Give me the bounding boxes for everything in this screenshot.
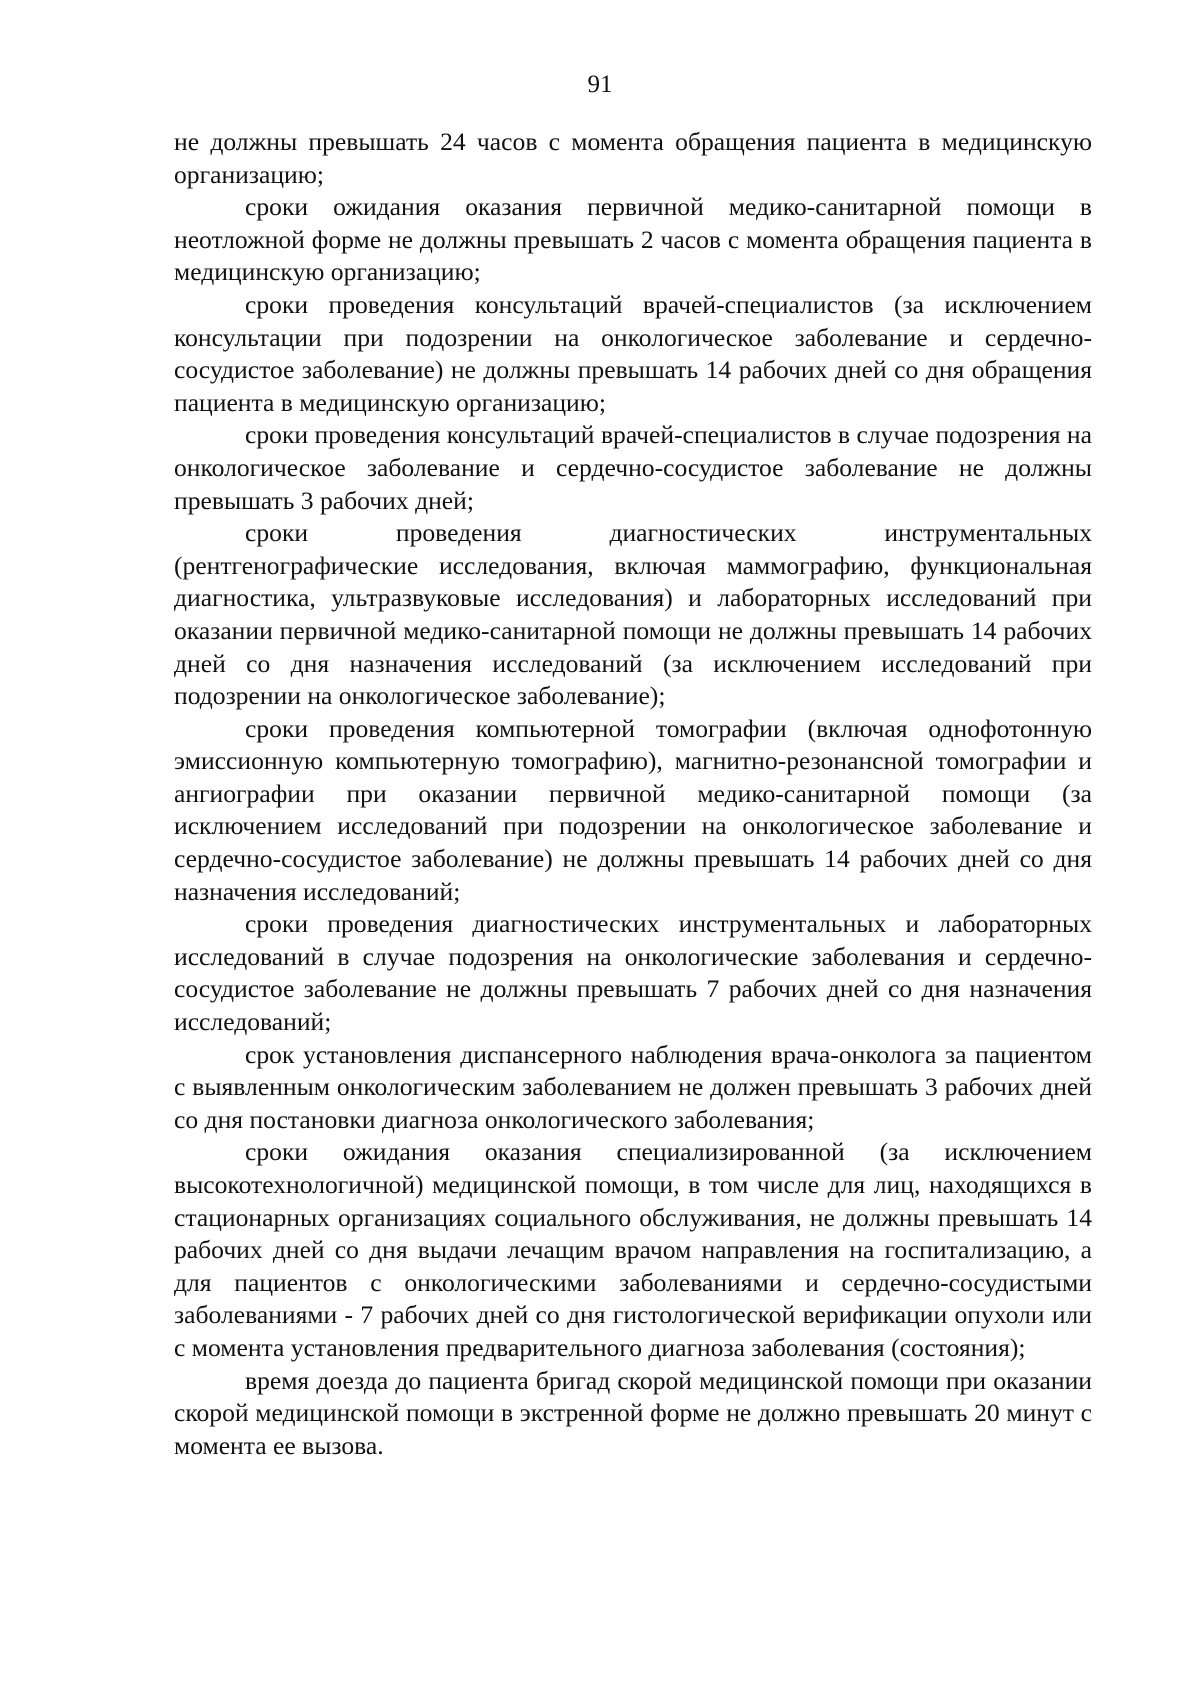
paragraph-continuation: не должны превышать 24 часов с момента обращения пациента в медицинскую организацию; [174,127,1092,189]
paragraph-ambulance-arrival: время доезда до пациента бригад скорой медицинской помощи при оказании скорой медицинской помощи в экстренной форме не должно превышать 20 минут с момента ее вызова. [174,1365,1092,1460]
paragraph-urgent-care-wait: сроки ожидания оказания первичной медико-санитарной помощи в неотложной форме не должны превышать 2 часов с момента обращения пациента в медицинскую организацию; [174,192,1092,287]
paragraph-specialist-consultation: сроки проведения консультаций врачей-специалистов (за исключением консультации при подозрении на онкологическое заболевание и сердечно-сосудистое заболевание) не должны превышать 14 рабочих дней со дня обращения пациента в медицинскую организацию; [174,289,1092,417]
paragraph-tomography: сроки проведения компьютерной томографии (включая однофотонную эмиссионную компьютерную томографию), магнитно-резонансной томографии и ангиографии при оказании первичной медико-санитарной помощи (за исключением исследований при подозрении на онкологическое заболевание и сердечно-сосудистое заболевание) не должны превышать 14 рабочих дней со дня назначения исследований; [174,713,1092,906]
paragraph-oncology-observation: срок установления диспансерного наблюдения врача-онколога за пациентом с выявленным онкологическим заболеванием не должен превышать 3 рабочих дней со дня постановки диагноза онкологического заболевания; [174,1039,1092,1134]
document-body [174,126,1092,1462]
paragraph-specialized-care-wait: сроки ожидания оказания специализированной (за исключением высокотехнологичной) медицинской помощи, в том числе для лиц, находящихся в стационарных организациях социального обслуживания, не должны превышать 14 рабочих дней со дня выдачи лечащим врачом направления на госпитализацию, а для пациентов с онкологическими заболеваниями и сердечно-сосудистыми заболеваниями - 7 рабочих дней со дня гистологической верификации опухоли или с момента установления предварительного диагноза заболевания (состояния); [174,1137,1092,1362]
paragraph-diagnostic-studies: сроки проведения диагностических инструментальных (рентгенографические исследования, включая маммографию, функциональная диагностика, ультразвуковые исследования) и лабораторных исследований при оказании первичной медико-санитарной помощи не должны превышать 14 рабочих дней со дня назначения исследований (за исключением исследований при подозрении на онкологическое заболевание); [174,518,1092,711]
paragraph-specialist-consultation-suspicion: сроки проведения консультаций врачей-специалистов в случае подозрения на онкологическое заболевание и сердечно-сосудистое заболевание не должны превышать 3 рабочих дней; [174,420,1092,515]
paragraph-diagnostic-suspicion: сроки проведения диагностических инструментальных и лабораторных исследований в случае подозрения на онкологические заболевания и сердечно-сосудистое заболевание не должны превышать 7 рабочих дней со дня назначения исследований; [174,909,1092,1037]
page-number: 91 [587,71,613,98]
